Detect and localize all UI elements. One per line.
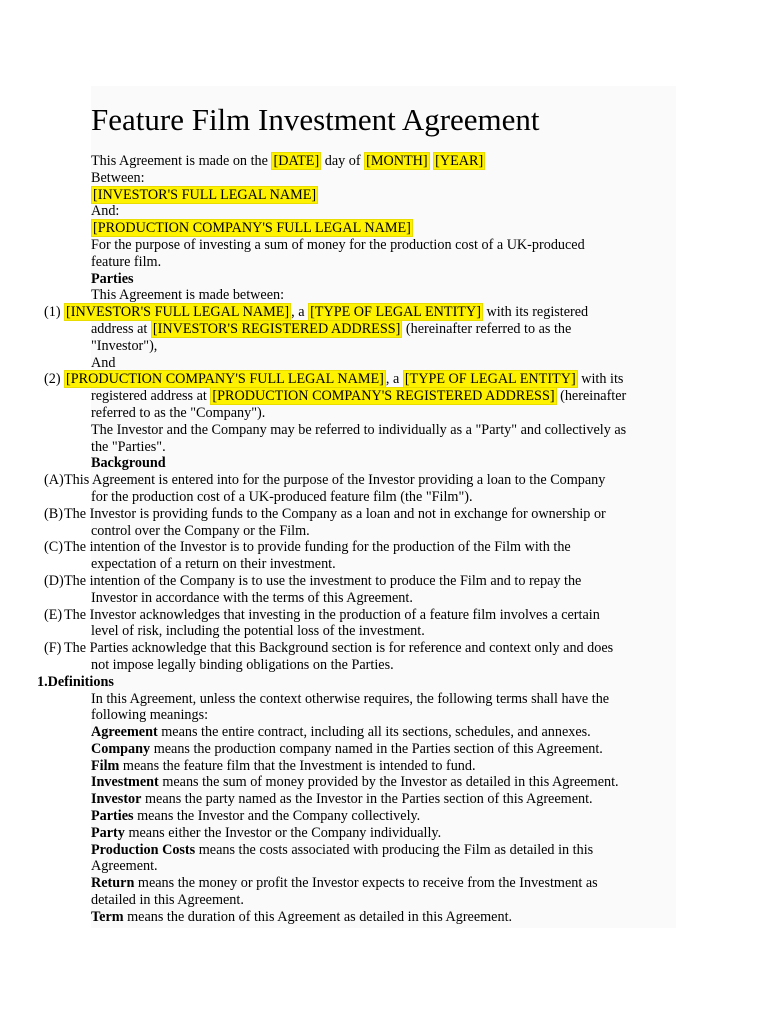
definition-term: Party [91,824,125,841]
party-2-name-placeholder: [PRODUCTION COMPANY'S FULL LEGAL NAME] [66,371,384,388]
year-placeholder: [YEAR] [435,153,484,169]
definition-term: Company [91,740,151,757]
party-2-line-3: referred to as the "Company"). [91,404,266,421]
background-item-d-line-1: (D)The intention of the Company is to use the investment to produce the Film and to repay the [44,572,582,589]
background-item-b-line-2: control over the Company or the Film. [91,522,310,539]
background-item-label: (E) [44,606,63,623]
party-1-line-2: address at [INVESTOR'S REGISTERED ADDRESS] (hereinafter referred to as the [91,320,572,337]
and-label: And: [91,203,120,220]
collective-line-2: the "Parties". [91,438,166,455]
definition-term: Film [91,757,120,774]
collective-line-1: The Investor and the Company may be referred to individually as a "Party" and collectively as [91,421,627,438]
background-item-label: (B) [44,505,63,522]
definition-term: Parties [91,808,134,825]
party-2-label: (2) [44,371,61,388]
definition-agreement: Agreement means the entire contract, including all its sections, schedules, and annexes. [91,724,591,741]
date-placeholder: [DATE] [273,153,320,169]
definition-term: Agreement [91,724,158,741]
intro-company-line [0,220,768,237]
definitions-heading: 1.Definitions [37,673,114,690]
page-title: Feature Film Investment Agreement [91,102,540,137]
background-item-d-line-2: Investor in accordance with the terms of this Agreement. [91,589,413,606]
definition-film: Film means the feature film that the Investment is intended to fund. [91,757,476,774]
definition-term: Investment [91,774,159,791]
document-body [0,153,768,926]
background-item-label: (D) [44,572,64,589]
parties-heading: Parties [91,270,134,287]
party-2-line-2: registered address at [PRODUCTION COMPANY'S REGISTERED ADDRESS] (hereinafter [91,388,627,405]
background-item-label: (A) [44,472,64,489]
party-2-address-placeholder: [PRODUCTION COMPANY'S REGISTERED ADDRESS] [212,388,555,405]
definition-investor: Investor means the party named as the Investor in the Parties section of this Agreement. [91,791,593,808]
definition-term: Term [91,908,124,925]
party-1-name-placeholder: [INVESTOR'S FULL LEGAL NAME] [66,304,290,321]
company-name-placeholder: [PRODUCTION COMPANY'S FULL LEGAL NAME] [93,220,411,237]
background-item-b-line-1: (B)The Investor is providing funds to the Company as a loan and not in exchange for ownership or [44,505,606,522]
definition-term: Return [91,875,135,892]
background-item-c-line-2: expectation of a return on their investment. [91,556,336,573]
intro-investor-line [0,187,768,204]
definitions-intro-2: following meanings: [91,707,209,724]
definition-return: Return means the money or profit the Investor expects to receive from the Investment as [91,875,598,892]
background-item-e-line-2: level of risk, including the potential loss of the investment. [91,623,425,640]
definition-return-cont: detailed in this Agreement. [91,892,244,909]
purpose-line-1: For the purpose of investing a sum of money for the production cost of a UK-produced [91,236,585,253]
background-heading: Background [91,455,166,472]
definition-term: Investor [91,791,142,808]
background-item-label: (F) [44,640,62,657]
month-placeholder: [MONTH] [366,153,428,169]
party-1-line-1: (1) [INVESTOR'S FULL LEGAL NAME] , a [TYPE OF LEGAL ENTITY] with its registered [44,304,589,321]
party-1-entity-placeholder: [TYPE OF LEGAL ENTITY] [310,304,481,321]
between-label: Between: [91,169,145,186]
definition-investment: Investment means the sum of money provided by the Investor as detailed in this Agreement. [91,774,619,791]
definition-party: Party means either the Investor or the Company individually. [91,824,442,841]
definition-production-costs-cont: Agreement. [91,858,158,875]
made-on-line: This Agreement is made on the [DATE] day of [MONTH] [YEAR] [91,153,484,169]
definition-term: Production Costs [91,841,196,858]
background-item-f-line-2: not impose legally binding obligations on the Parties. [91,656,394,673]
party-1-label: (1) [44,304,61,321]
background-item-e-line-1: (E) The Investor acknowledges that investing in the production of a feature film involves a certain [44,606,600,623]
background-item-label: (C) [44,539,63,556]
party-2-entity-placeholder: [TYPE OF LEGAL ENTITY] [404,371,576,388]
background-item-a-line-1: (A)This Agreement is entered into for the purpose of the Investor providing a loan to the Company [44,472,606,489]
background-item-f-line-1: (F) The Parties acknowledge that this Background section is for reference and context only and does [44,640,614,657]
definition-term-entry: Term means the duration of this Agreement as detailed in this Agreement. [91,908,513,925]
background-item-a-line-2: for the production cost of a UK-produced feature film (the "Film"). [91,488,473,505]
definition-company: Company means the production company named in the Parties section of this Agreement. [91,740,603,757]
definition-parties: Parties means the Investor and the Company collectively. [91,808,421,825]
party-1-address-placeholder: [INVESTOR'S REGISTERED ADDRESS] [152,320,401,337]
party-1-line-3: "Investor"), [91,337,158,354]
definitions-intro-1: In this Agreement, unless the context otherwise requires, the following terms shall have the [91,690,610,707]
definition-production-costs: Production Costs means the costs associated with producing the Film as detailed in this [91,841,594,858]
parties-intro: This Agreement is made between: [91,287,285,304]
parties-and-label: And [91,354,116,371]
investor-name-placeholder: [INVESTOR'S FULL LEGAL NAME] [93,186,317,203]
background-item-c-line-1: (C)The intention of the Investor is to provide funding for the production of the Film with the [44,539,571,556]
purpose-line-2: feature film. [91,253,162,270]
party-2-line-1: (2) [PRODUCTION COMPANY'S FULL LEGAL NAME] , a [TYPE OF LEGAL ENTITY] with its [44,371,624,388]
